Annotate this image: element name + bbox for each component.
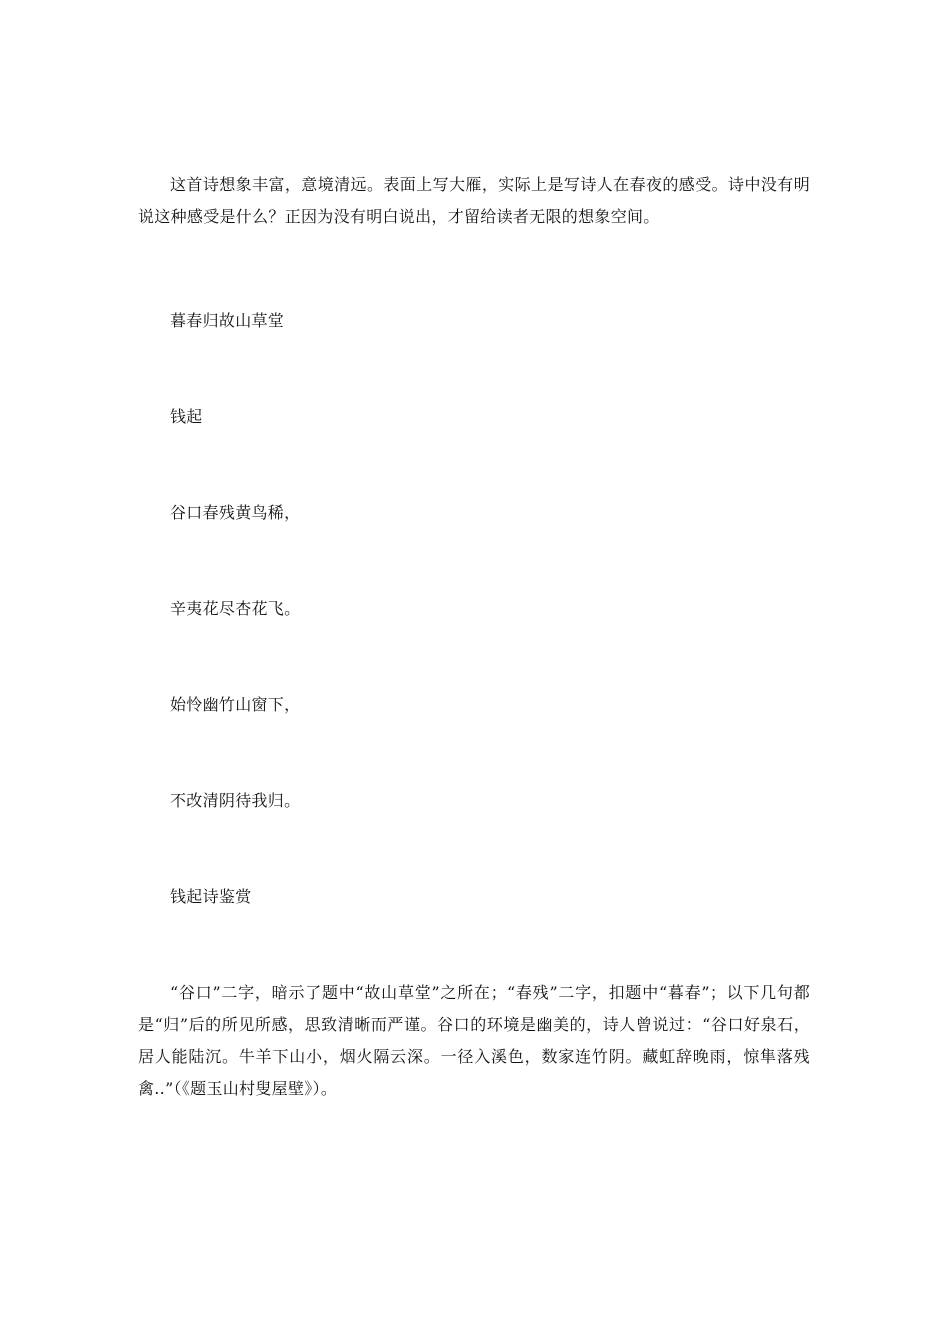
poem-line-2: 辛夷花尽杏花飞。 <box>170 599 301 618</box>
poem-line-4: 不改清阴待我归。 <box>170 791 301 810</box>
poem-author: 钱起 <box>170 407 203 426</box>
poem-line-1: 谷口春残黄鸟稀， <box>170 503 301 522</box>
intro-paragraph: 这首诗想象丰富，意境清远。表面上写大雁，实际上是写诗人在春夜的感受。诗中没有明说这种感受是什么？正因为没有明白说出，才留给读者无限的想象空间。 <box>138 175 810 226</box>
appreciation-paragraph: “谷口”二字，暗示了题中“故山草堂”之所在；“春残”二字，扣题中“暮春”；以下几句都是“归”后的所见所感，思致清晰而严谨。谷口的环境是幽美的，诗人曾说过：“谷口好泉石，居人能陆沉。牛羊下山小，烟火隔云深。一径入溪色，数家连竹阴。藏虹辞晚雨，惊隼落残禽..”（《题玉山村叟屋壁》）。 <box>138 983 810 1098</box>
poem-title: 暮春归故山草堂 <box>170 311 285 330</box>
appreciation-heading: 钱起诗鉴赏 <box>170 887 252 906</box>
poem-line-3: 始怜幽竹山窗下， <box>170 695 301 714</box>
